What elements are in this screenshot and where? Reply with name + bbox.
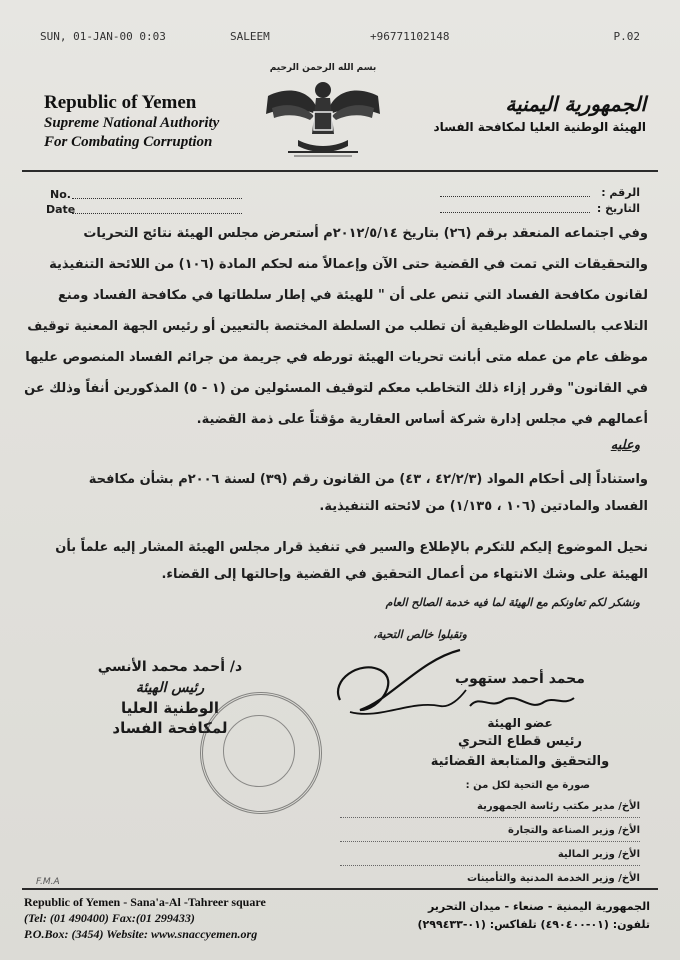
chairman-name: د/ أحمد محمد الأنسي: [97, 659, 243, 675]
letterhead-purpose: For Combating Corruption: [44, 134, 213, 150]
reference-number-ar-line: [440, 186, 590, 197]
paragraph-line: والتحقيقات التي تمت في القضية حتى الآن وإعمالاً منه لحكم المادة (١٠٦) من اللائحة التنفيذية: [49, 257, 648, 272]
reference-date-label: Date: [46, 203, 76, 216]
footer-phone-ar: تلفون: (٠١-٤٩٠٤٠٠) تلفاكس: (٠١-٢٩٩٤٣٣): [417, 918, 650, 931]
letterhead-arabic-country: الجمهورية اليمنية: [505, 92, 646, 116]
paragraph-line: في القانون" وقرر إزاء ذلك التخاطب معكم لتوقيف المسئولين من (١ - ٥) المذكورين أنفاً وذلك عن: [24, 381, 648, 396]
copy-recipient: الأخ/ وزير الصناعة والتجارة: [340, 821, 640, 842]
emblem-basmala: بسم الله الرحمن الرحيم: [269, 63, 377, 73]
member-name: محمد أحمد ستهوب: [455, 671, 585, 687]
member-title-2: رئيس قطاع التحري: [457, 734, 583, 749]
footer-address-en: Republic of Yemen - Sana'a-Al -Tahreer square: [24, 895, 266, 909]
body-paragraph-1: [24, 218, 648, 435]
paragraph-line: الهيئة على وشك الانتهاء من أعمال التحقيق في القضية وإحالتها إلى القضاء.: [161, 567, 648, 582]
letterhead-arabic: [396, 92, 646, 134]
chairman-title-3: لمكافحة الفساد: [112, 719, 228, 737]
letterhead-english: [44, 92, 274, 152]
fax-number: +96771102148: [370, 30, 450, 43]
paragraph-line: موظف عام من عمله متى أبانت تحريات الهيئة تورطه في جريمة من جرائم الفساد المنصوص عليها: [25, 350, 648, 365]
fax-date-time: SUN, 01-JAN-00 0:03: [40, 30, 166, 43]
copy-recipient: الأخ/ وزير الخدمة المدنية والتأمينات: [340, 869, 640, 890]
paragraph-line: الفساد والمادتين (١٠٦ ، ١/١٣٥) من لائحته التنفيذية.: [319, 499, 648, 514]
footer-phone-en: (Tel: (01 490400) Fax:(01 299433): [24, 911, 195, 925]
reference-number-ar-label: الرقم :: [601, 186, 640, 199]
member-title-3: والتحقيق والمتابعة القضائية: [430, 754, 610, 769]
copies-heading: صورة مع التحية لكل من :: [465, 780, 590, 791]
member-signature-icon: [460, 690, 580, 714]
paragraph-line: أعمالهم في مجلس إدارة شركة أساس العقارية مؤقتاً على ذمة القضية.: [196, 412, 648, 427]
footer-pobox-en: P.O.Box: (3454) Website: www.snaccyemen.org: [24, 927, 258, 941]
paragraph-line: التلاعب بالسلطات الوظيفية أن تطلب من السلطة المختصة بالتعيين أو رئيس الجهة المعنية توقيف: [27, 319, 648, 334]
chairman-title-1: رئيس الهيئة: [135, 680, 205, 696]
copy-recipient: الأخ/ مدير مكتب رئاسة الجمهورية: [340, 797, 640, 818]
footer-mark: F.M.A: [36, 877, 60, 887]
signature-block-member: [400, 668, 640, 772]
paragraph-line: نحيل الموضوع إليكم للتكرم بالإطلاع والسير في تنفيذ قرار مجلس الهيئة المشار إليه علماً بأن: [55, 540, 648, 555]
paragraph-line: لقانون مكافحة الفساد التي تنص على أن " للهيئة في إطار سلطاتها في مكافحة الفساد ومنع: [58, 288, 648, 303]
footer-divider: [22, 888, 658, 890]
paragraph-line: واستناداً إلى أحكام المواد (٤٢/٢/٣ ، ٤٣) من القانون رقم (٣٩) لسنة ٢٠٠٦م بشأن مكافحة: [88, 472, 648, 487]
letterhead-authority: Supreme National Authority: [44, 115, 220, 131]
copies-list: [340, 780, 640, 893]
body-paragraph-3: [55, 534, 648, 588]
fax-sender: SALEEM: [230, 30, 270, 43]
fax-transmission-header: [40, 30, 640, 48]
reference-no-line: [72, 188, 242, 199]
official-stamp-icon: [200, 692, 322, 814]
body-paragraph-2: [58, 466, 648, 520]
body-aliyah: وعليه: [610, 438, 640, 453]
letterhead-country: Republic of Yemen: [44, 92, 197, 113]
member-title-1: عضو الهيئة: [487, 716, 553, 730]
body-closing: وتقبلوا خالص التحية،: [373, 628, 467, 641]
letterhead-arabic-authority: الهيئة الوطنية العليا لمكافحة الفساد: [433, 120, 646, 134]
copy-recipient: الأخ/ وزير المالية: [340, 845, 640, 866]
reference-date-ar-line: [440, 202, 590, 213]
body-thanks: ونشكر لكم تعاونكم مع الهيئة لما فيه خدمة الصالح العام: [385, 596, 640, 609]
footer-address-ar: الجمهورية اليمنية - صنعاء - ميدان التحرير: [427, 900, 650, 913]
yemen-eagle-emblem-icon: [258, 56, 388, 168]
chairman-title-2: الوطنية العليا: [121, 699, 219, 717]
reference-date-line: [72, 203, 242, 214]
paragraph-line: وفي اجتماعه المنعقد برقم (٢٦) بتاريخ ٢٠١٢/٥/١٤م أستعرض مجلس الهيئة نتائج التحريات: [83, 226, 648, 241]
footer-arabic-address: [350, 898, 650, 934]
letterhead-divider: [22, 170, 658, 172]
fax-page-number: P.02: [613, 30, 640, 43]
footer-english-address: [24, 894, 324, 942]
reference-date-ar-label: التاريخ :: [596, 202, 640, 215]
reference-no-label: No.: [50, 188, 71, 201]
